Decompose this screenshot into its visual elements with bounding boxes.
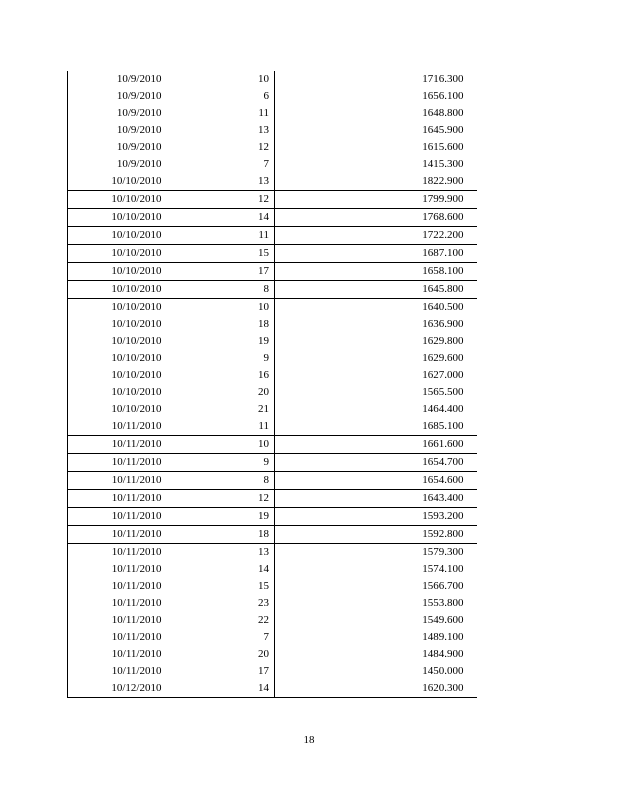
hour-cell: 10 <box>164 71 275 88</box>
value-cell: 1627.000 <box>422 369 464 381</box>
hour-cell: 18 <box>164 526 275 544</box>
value-cell: 1450.000 <box>422 665 464 677</box>
table-row <box>68 436 477 454</box>
hour-cell: 11 <box>164 105 275 122</box>
table-row <box>68 299 477 317</box>
value-cell: 1768.600 <box>275 209 477 227</box>
date-cell: 10/10/2010 <box>68 191 164 209</box>
value-cell: 1549.600 <box>422 614 464 626</box>
page-number: 18 <box>303 734 315 746</box>
value-cell: 1640.500 <box>275 299 477 317</box>
date-cell: 10/10/2010 <box>68 316 164 333</box>
hour-cell: 9 <box>164 350 275 367</box>
date-cell: 10/11/2010 <box>68 472 164 490</box>
hour-cell: 15 <box>164 578 275 595</box>
value-cell: 1636.900 <box>422 318 464 330</box>
hour-cell: 13 <box>164 544 275 562</box>
table-row <box>68 367 477 384</box>
hour-cell: 12 <box>164 490 275 508</box>
date-cell: 10/11/2010 <box>68 526 164 544</box>
date-cell: 10/11/2010 <box>68 646 164 663</box>
value-cell: 1645.900 <box>422 124 464 136</box>
date-cell: 10/9/2010 <box>68 139 164 156</box>
date-cell: 10/11/2010 <box>68 612 164 629</box>
value-cell: 1685.100 <box>422 420 464 432</box>
hour-cell: 17 <box>164 263 275 281</box>
value-cell: 1489.100 <box>422 631 464 643</box>
table-row <box>68 122 477 139</box>
hour-cell: 16 <box>164 367 275 384</box>
table-row <box>68 139 477 156</box>
hour-cell: 23 <box>164 595 275 612</box>
table-row <box>68 156 477 173</box>
date-cell: 10/9/2010 <box>68 88 164 105</box>
table-row <box>68 629 477 646</box>
date-cell: 10/10/2010 <box>68 263 164 281</box>
date-cell: 10/9/2010 <box>68 105 164 122</box>
table-row <box>68 263 477 281</box>
table-row <box>68 544 477 562</box>
table-row <box>68 227 477 245</box>
hour-cell: 13 <box>164 122 275 139</box>
hour-cell: 6 <box>164 88 275 105</box>
hour-cell: 20 <box>164 384 275 401</box>
date-cell: 10/10/2010 <box>68 173 164 191</box>
table-row <box>68 88 477 105</box>
value-cell: 1629.800 <box>422 335 464 347</box>
hour-cell: 8 <box>164 281 275 299</box>
date-cell: 10/9/2010 <box>68 71 164 88</box>
date-cell: 10/11/2010 <box>68 595 164 612</box>
data-table-container <box>67 71 476 698</box>
value-cell: 1615.600 <box>422 141 464 153</box>
table-row <box>68 401 477 418</box>
hour-cell: 8 <box>164 472 275 490</box>
hour-cell: 7 <box>164 629 275 646</box>
value-cell: 1566.700 <box>422 580 464 592</box>
date-cell: 10/12/2010 <box>68 680 164 698</box>
data-table <box>67 71 477 698</box>
value-cell: 1799.900 <box>275 191 477 209</box>
date-cell: 10/11/2010 <box>68 578 164 595</box>
hour-cell: 22 <box>164 612 275 629</box>
value-cell: 1658.100 <box>275 263 477 281</box>
table-row <box>68 316 477 333</box>
hour-cell: 20 <box>164 646 275 663</box>
hour-cell: 7 <box>164 156 275 173</box>
hour-cell: 14 <box>164 561 275 578</box>
hour-cell: 19 <box>164 508 275 526</box>
table-row <box>68 350 477 367</box>
table-row <box>68 454 477 472</box>
value-cell: 1464.400 <box>422 403 464 415</box>
hour-cell: 10 <box>164 436 275 454</box>
table-row <box>68 612 477 629</box>
table-row <box>68 646 477 663</box>
data-table-body <box>68 71 477 698</box>
date-cell: 10/11/2010 <box>68 561 164 578</box>
value-cell: 1629.600 <box>422 352 464 364</box>
hour-cell: 14 <box>164 680 275 698</box>
value-cell: 1722.200 <box>275 227 477 245</box>
table-row <box>68 663 477 680</box>
date-cell: 10/10/2010 <box>68 333 164 350</box>
table-row <box>68 561 477 578</box>
date-cell: 10/10/2010 <box>68 384 164 401</box>
hour-cell: 10 <box>164 299 275 317</box>
value-cell: 1716.300 <box>422 73 464 85</box>
date-cell: 10/10/2010 <box>68 245 164 263</box>
date-cell: 10/11/2010 <box>68 629 164 646</box>
value-cell: 1415.300 <box>422 158 464 170</box>
value-cell: 1822.900 <box>422 175 464 187</box>
value-cell: 1654.600 <box>275 472 477 490</box>
table-row <box>68 508 477 526</box>
value-cell: 1654.700 <box>275 454 477 472</box>
table-row <box>68 209 477 227</box>
table-row <box>68 578 477 595</box>
value-cell: 1484.900 <box>422 648 464 660</box>
table-row <box>68 245 477 263</box>
value-cell: 1620.300 <box>275 680 477 698</box>
table-row <box>68 71 477 88</box>
date-cell: 10/11/2010 <box>68 418 164 436</box>
date-cell: 10/11/2010 <box>68 490 164 508</box>
value-cell: 1579.300 <box>275 544 477 562</box>
date-cell: 10/10/2010 <box>68 281 164 299</box>
hour-cell: 17 <box>164 663 275 680</box>
hour-cell: 19 <box>164 333 275 350</box>
date-cell: 10/10/2010 <box>68 227 164 245</box>
date-cell: 10/11/2010 <box>68 508 164 526</box>
table-row <box>68 595 477 612</box>
value-cell: 1661.600 <box>275 436 477 454</box>
hour-cell: 11 <box>164 418 275 436</box>
table-row <box>68 384 477 401</box>
hour-cell: 9 <box>164 454 275 472</box>
table-row <box>68 418 477 436</box>
table-row <box>68 526 477 544</box>
hour-cell: 12 <box>164 139 275 156</box>
date-cell: 10/10/2010 <box>68 299 164 317</box>
table-row <box>68 191 477 209</box>
value-cell: 1648.800 <box>422 107 464 119</box>
table-row <box>68 281 477 299</box>
hour-cell: 14 <box>164 209 275 227</box>
value-cell: 1643.400 <box>275 490 477 508</box>
value-cell: 1592.800 <box>275 526 477 544</box>
hour-cell: 13 <box>164 173 275 191</box>
hour-cell: 21 <box>164 401 275 418</box>
value-cell: 1574.100 <box>422 563 464 575</box>
hour-cell: 11 <box>164 227 275 245</box>
value-cell: 1553.800 <box>422 597 464 609</box>
table-row <box>68 490 477 508</box>
date-cell: 10/9/2010 <box>68 156 164 173</box>
table-row <box>68 333 477 350</box>
date-cell: 10/10/2010 <box>68 401 164 418</box>
table-row <box>68 680 477 698</box>
date-cell: 10/10/2010 <box>68 367 164 384</box>
table-row <box>68 173 477 191</box>
date-cell: 10/10/2010 <box>68 350 164 367</box>
table-row <box>68 105 477 122</box>
hour-cell: 12 <box>164 191 275 209</box>
date-cell: 10/11/2010 <box>68 454 164 472</box>
value-cell: 1687.100 <box>275 245 477 263</box>
date-cell: 10/10/2010 <box>68 209 164 227</box>
table-row <box>68 472 477 490</box>
date-cell: 10/11/2010 <box>68 544 164 562</box>
value-cell: 1656.100 <box>422 90 464 102</box>
date-cell: 10/11/2010 <box>68 436 164 454</box>
value-cell: 1645.800 <box>275 281 477 299</box>
value-cell: 1565.500 <box>422 386 464 398</box>
hour-cell: 18 <box>164 316 275 333</box>
date-cell: 10/9/2010 <box>68 122 164 139</box>
hour-cell: 15 <box>164 245 275 263</box>
date-cell: 10/11/2010 <box>68 663 164 680</box>
value-cell: 1593.200 <box>275 508 477 526</box>
